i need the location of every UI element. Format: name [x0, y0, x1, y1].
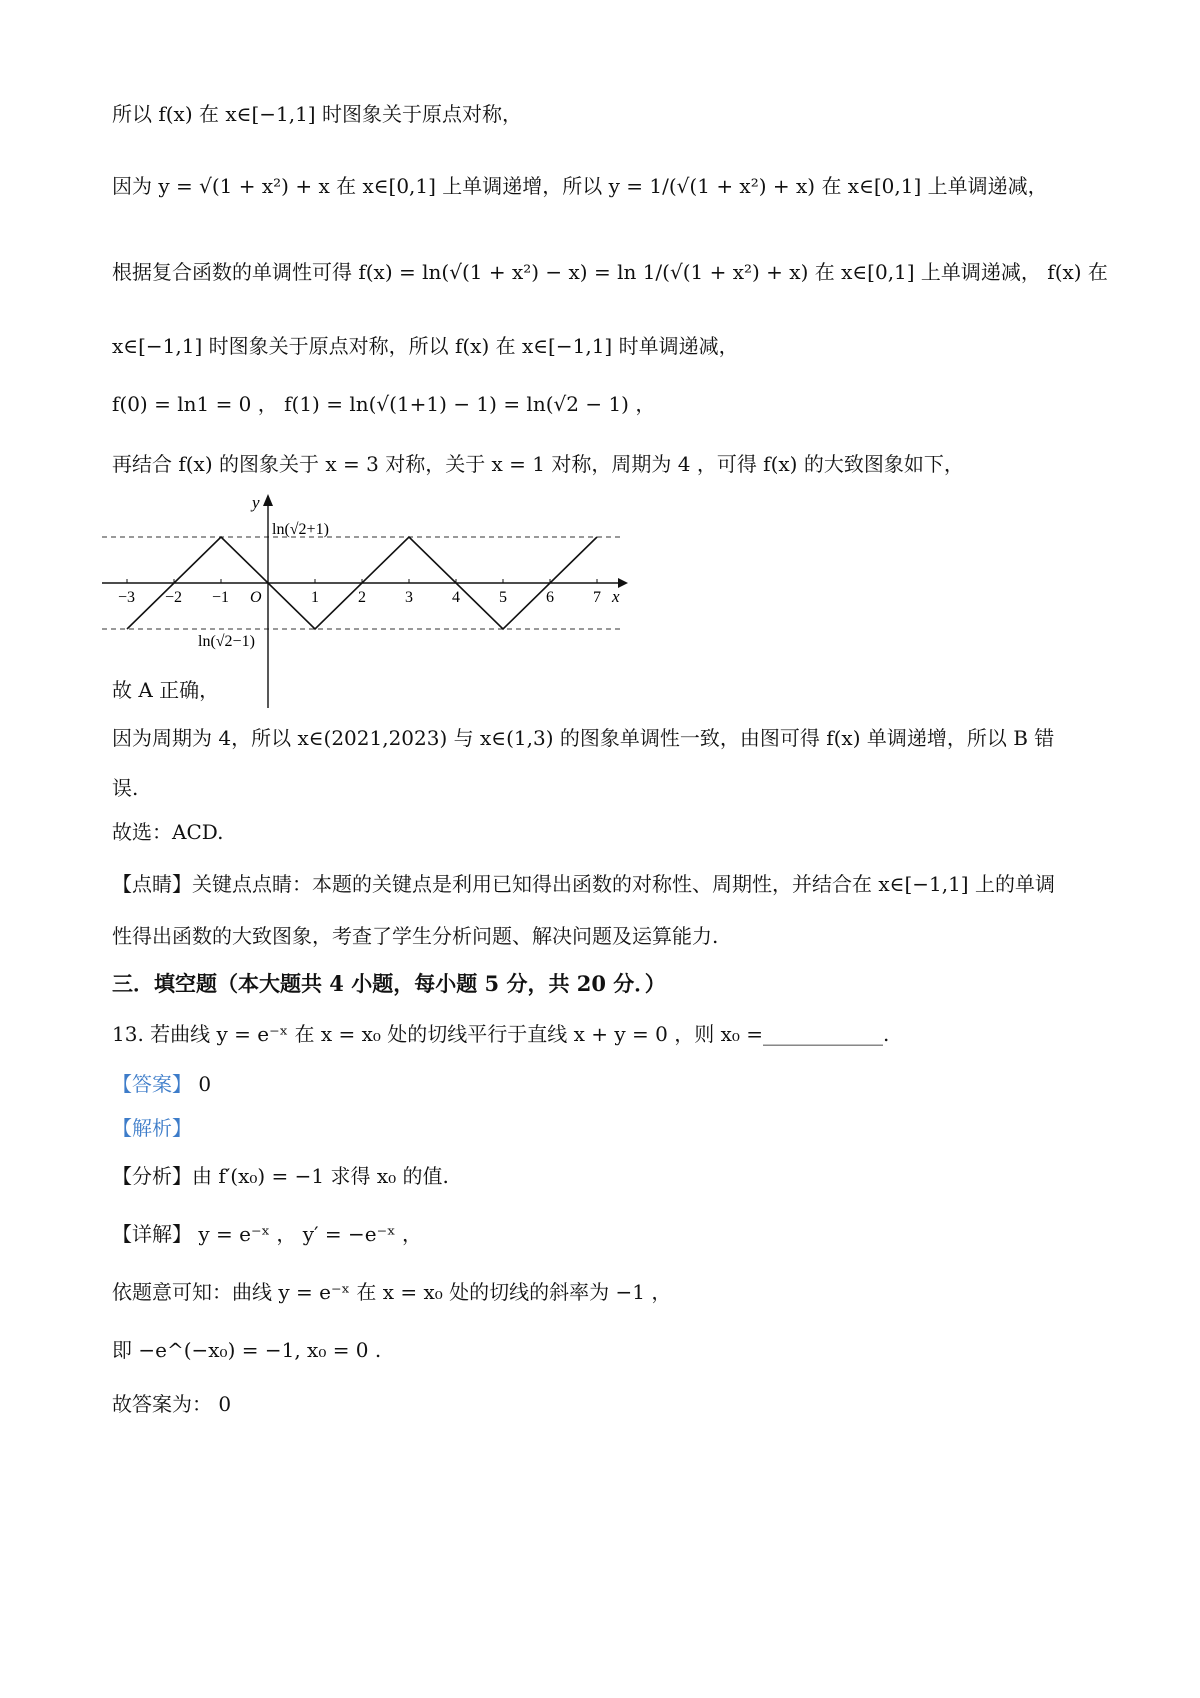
text-line: 误. — [112, 776, 139, 800]
x-tick-label: 6 — [546, 589, 554, 606]
text-line: 故答案为： 0 — [112, 1392, 232, 1416]
upper-level-label: ln(√2+1) — [272, 521, 329, 538]
x-tick-label: 1 — [311, 589, 319, 606]
origin-label: O — [250, 589, 262, 606]
x-tick-label: 3 — [405, 589, 413, 606]
text-line: 因为周期为 4，所以 x∈(2021,2023) 与 x∈(1,3) 的图象单调性一致，由图可得 f(x) 单调递增，所以 B 错 — [112, 726, 1055, 750]
y-axis-label: y — [252, 493, 260, 512]
answer-line — [112, 1070, 1110, 1098]
answer-tag: 【答案】 — [112, 1072, 192, 1096]
text-line: 依题意可知：曲线 y = e⁻ˣ 在 x = x₀ 处的切线的斜率为 −1 ， — [112, 1280, 672, 1304]
text-line: 【详解】 y = e⁻ˣ ， y′ = −e⁻ˣ ， — [112, 1222, 423, 1246]
lower-level-label: ln(√2−1) — [198, 633, 255, 650]
analysis-tag: 【解析】 — [112, 1116, 192, 1140]
text-line: 根据复合函数的单调性可得 f(x) = ln(√(1 + x²) − x) = ln 1/(√(1 + x²) + x) 在 x∈[0,1] 上单调递减， f(x) 在 — [112, 260, 1108, 284]
question-13: 13. 若曲线 y = e⁻ˣ 在 x = x₀ 处的切线平行于直线 x + y = 0 ，则 x₀ =____________. — [112, 1022, 890, 1046]
text-line: 【点睛】关键点点睛：本题的关键点是利用已知得出函数的对称性、周期性，并结合在 x∈[−1,1] 上的单调 — [112, 872, 1055, 896]
text-line: x∈[−1,1] 时图象关于原点对称，所以 f(x) 在 x∈[−1,1] 时单调递减， — [112, 334, 739, 358]
x-axis-label: x — [612, 587, 620, 606]
answer-value: 0 — [198, 1072, 212, 1096]
text-line: 再结合 f(x) 的图象关于 x = 3 对称，关于 x = 1 对称，周期为 4 ，可得 f(x) 的大致图象如下， — [112, 452, 964, 476]
text-line: 【分析】由 f′(x₀) = −1 求得 x₀ 的值. — [112, 1164, 449, 1188]
text-line: 故 A 正确， — [112, 678, 220, 702]
x-tick-label: −1 — [212, 589, 230, 606]
x-tick-label: 4 — [452, 589, 460, 606]
text-line: 所以 f(x) 在 x∈[−1,1] 时图象关于原点对称， — [112, 102, 522, 126]
text-line: 因为 y = √(1 + x²) + x 在 x∈[0,1] 上单调递增，所以 y = 1/(√(1 + x²) + x) 在 x∈[0,1] 上单调递减， — [112, 174, 1048, 198]
y-axis-arrow — [263, 494, 273, 506]
x-tick-label: 5 — [499, 589, 507, 606]
section-heading: 三．填空题（本大题共 4 小题，每小题 5 分，共 20 分．） — [112, 971, 666, 996]
text-line: f(0) = ln1 = 0 ， f(1) = ln(√(1+1) − 1) = ln(√2 − 1) ， — [112, 392, 656, 416]
text-line: 性得出函数的大致图象，考查了学生分析问题、解决问题及运算能力. — [112, 924, 719, 948]
x-tick-label: 2 — [358, 589, 366, 606]
x-tick-label: −2 — [165, 589, 183, 606]
text-line: 故选：ACD. — [112, 820, 224, 844]
x-tick-label: 7 — [593, 589, 601, 606]
text-line: 即 −e^(−x₀) = −1, x₀ = 0 . — [112, 1338, 382, 1362]
x-tick-label: −3 — [118, 589, 136, 606]
